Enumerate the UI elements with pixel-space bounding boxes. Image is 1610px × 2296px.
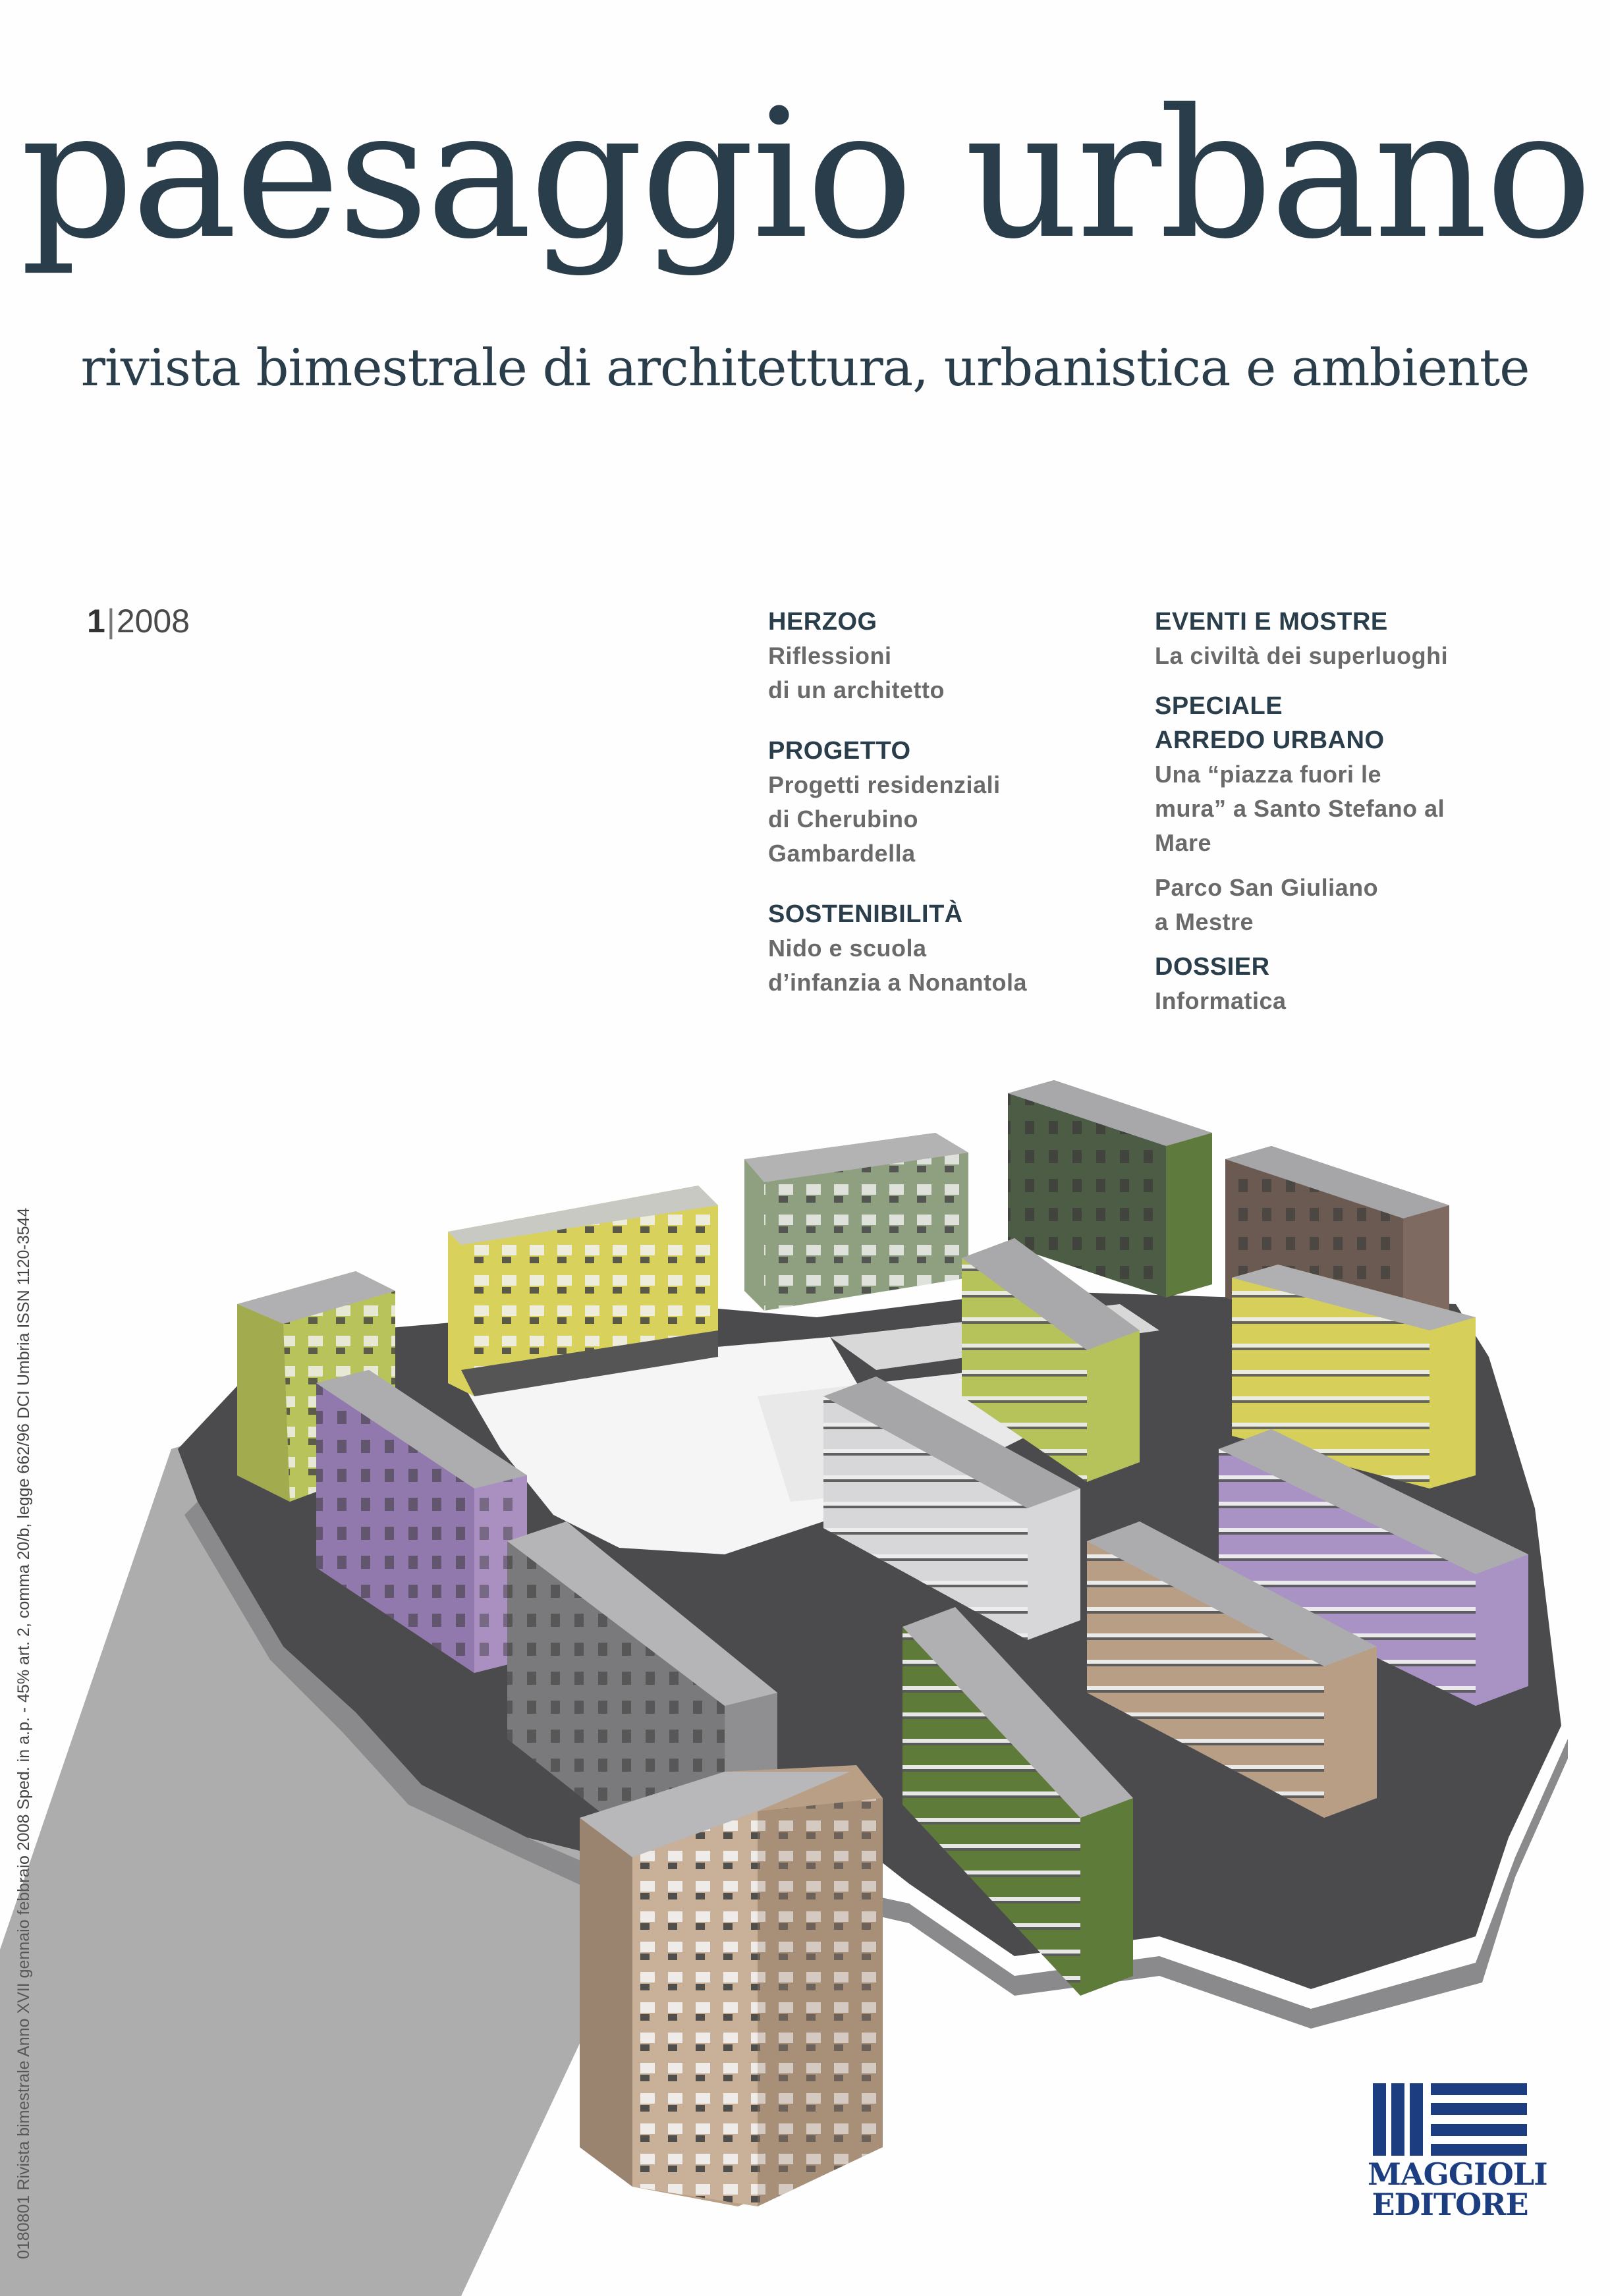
publisher-logo	[1368, 2083, 1547, 2222]
issue-number	[87, 605, 190, 638]
toc-heading: EVENTI E MOSTRE	[1155, 608, 1388, 636]
toc-text: a Mestre	[1155, 908, 1254, 935]
toc-text: La civiltà dei superluoghi	[1155, 642, 1449, 669]
building-sage-back	[744, 1133, 968, 1311]
toc-heading: DOSSIER	[1155, 953, 1270, 981]
toc-heading: SPECIALE	[1155, 692, 1283, 720]
spine-text: 0180801 Rivista bimestrale Anno XVII gennaio febbraio 2008 Sped. in a.p. - 45% art. 2, comma 20/b, legge 662/96 DCI Umbria ISSN 1120-3544	[14, 1207, 33, 2259]
toc-item-speciale	[1155, 689, 1563, 860]
building-beige-front	[580, 1765, 883, 2206]
toc-text: d’infanzia a Nonantola	[768, 969, 1028, 996]
toc-text: Riflessioni	[768, 642, 892, 669]
publisher-name-line1: MAGGIOLI	[1368, 2156, 1547, 2192]
toc-text: Gambardella	[768, 840, 916, 867]
toc-right-column	[1155, 605, 1563, 1045]
toc-item-parco	[1155, 871, 1563, 939]
toc-heading: HERZOG	[768, 608, 877, 636]
toc-text: mura” a Santo Stefano al	[1155, 795, 1445, 822]
publisher-name-line2: EDITORE	[1372, 2187, 1528, 2222]
issue-num: 1	[87, 603, 105, 640]
toc-heading: PROGETTO	[768, 737, 911, 765]
toc-item-progetto	[768, 734, 1124, 871]
toc-text: Mare	[1155, 829, 1212, 856]
issue-year: 2008	[116, 603, 190, 640]
toc-item-herzog	[768, 605, 1124, 707]
toc-text: Parco San Giuliano	[1155, 874, 1379, 901]
toc-heading: SOSTENIBILITÀ	[768, 900, 963, 928]
publisher-mark-icon	[1368, 2083, 1532, 2156]
toc-item-eventi	[1155, 605, 1563, 673]
toc-item-sostenibilita	[768, 897, 1124, 1000]
toc-text: Nido e scuola	[768, 935, 927, 962]
toc-text: di un architetto	[768, 676, 945, 703]
issue-separator: |	[106, 603, 115, 640]
toc-text: di Cherubino	[768, 806, 918, 833]
toc-text: Progetti residenziali	[768, 771, 1001, 798]
toc-heading: ARREDO URBANO	[1155, 726, 1385, 754]
toc-text: Una “piazza fuori le	[1155, 761, 1382, 788]
toc-left-column	[768, 605, 1124, 1026]
magazine-title: paesaggio urbano	[20, 70, 1590, 278]
toc-text: Informatica	[1155, 987, 1287, 1014]
toc-item-dossier	[1155, 950, 1563, 1018]
magazine-subtitle: rivista bimestrale di architettura, urbanistica e ambiente	[80, 339, 1530, 398]
